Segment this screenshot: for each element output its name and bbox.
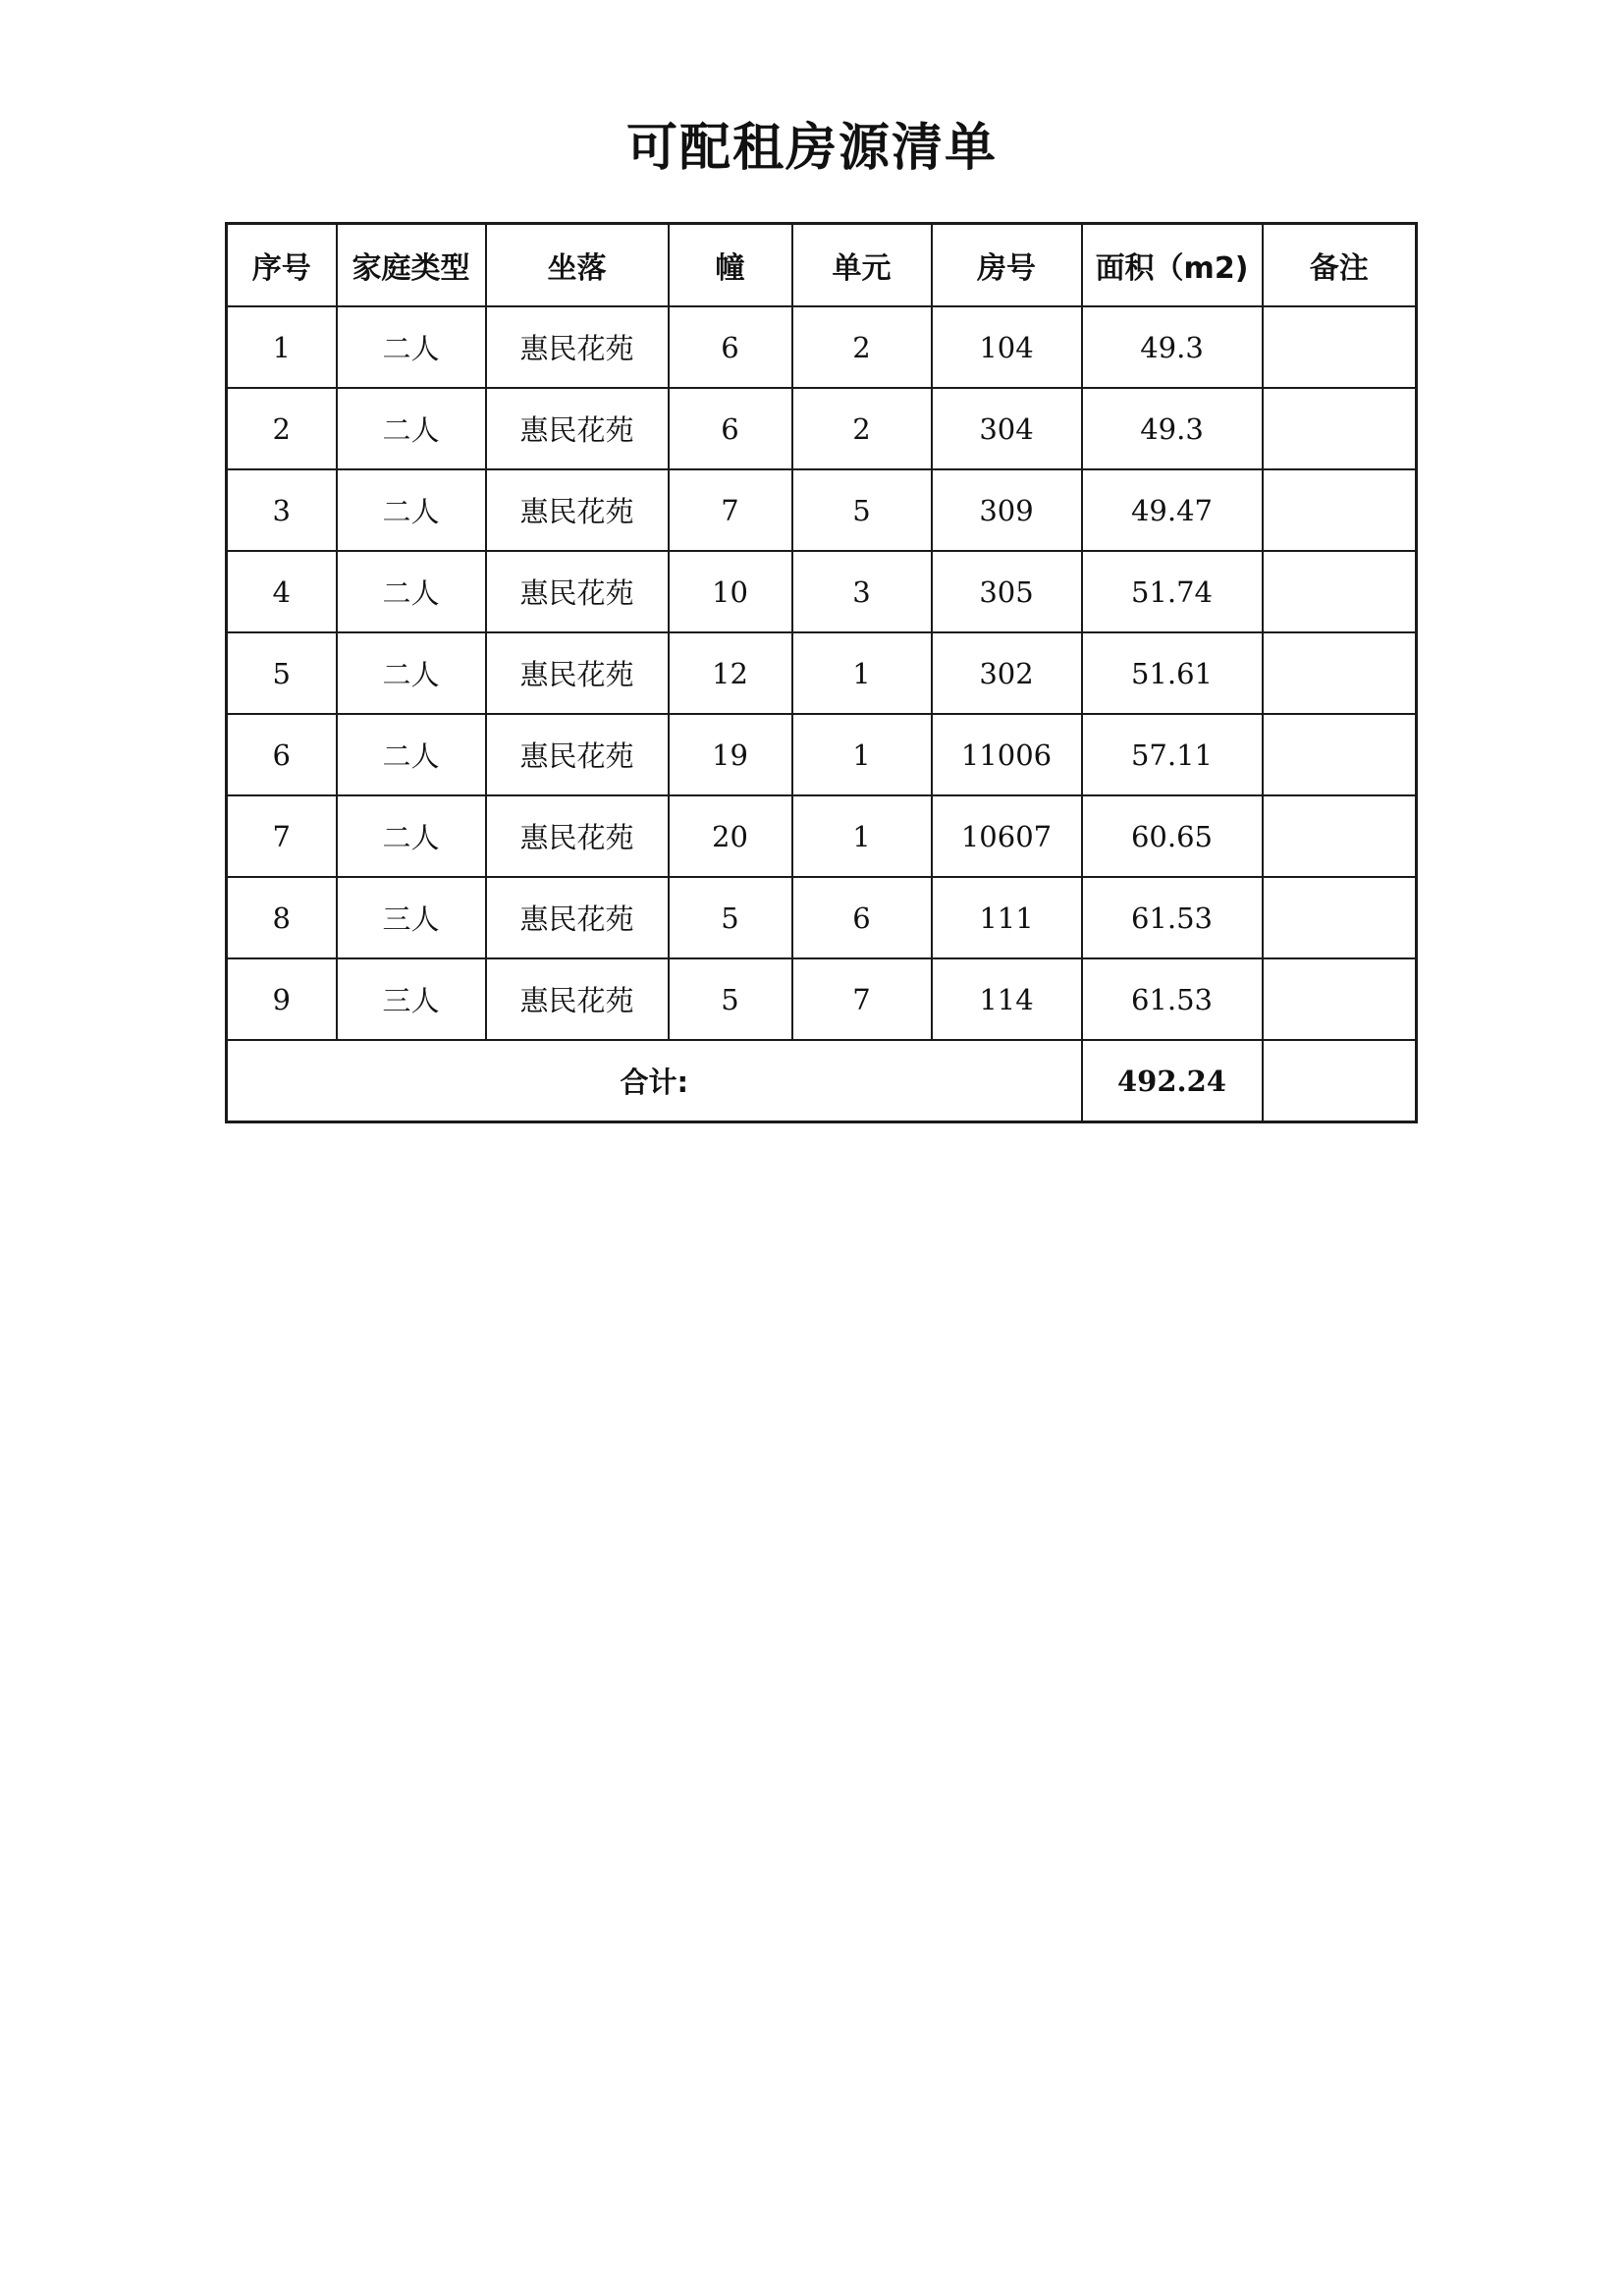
cell-location: 惠民花苑	[486, 306, 669, 388]
cell-household-type: 二人	[337, 306, 486, 388]
cell-remarks	[1263, 388, 1417, 469]
cell-area: 61.53	[1082, 958, 1263, 1040]
cell-area: 51.74	[1082, 551, 1263, 632]
header-index: 序号	[227, 224, 337, 307]
cell-remarks	[1263, 306, 1417, 388]
cell-remarks	[1263, 632, 1417, 714]
table-row	[227, 388, 1417, 469]
total-remarks	[1263, 1040, 1417, 1122]
cell-building: 20	[669, 795, 792, 877]
cell-unit: 1	[792, 714, 932, 795]
header-location: 坐落	[486, 224, 669, 307]
cell-index: 6	[227, 714, 337, 795]
cell-remarks	[1263, 469, 1417, 551]
cell-building: 6	[669, 306, 792, 388]
cell-index: 8	[227, 877, 337, 958]
cell-household-type: 三人	[337, 877, 486, 958]
cell-location: 惠民花苑	[486, 714, 669, 795]
header-area: 面积（m2)	[1082, 224, 1263, 307]
cell-unit: 5	[792, 469, 932, 551]
header-unit: 单元	[792, 224, 932, 307]
cell-location: 惠民花苑	[486, 469, 669, 551]
cell-household-type: 二人	[337, 795, 486, 877]
cell-unit: 6	[792, 877, 932, 958]
cell-location: 惠民花苑	[486, 795, 669, 877]
cell-remarks	[1263, 958, 1417, 1040]
cell-household-type: 二人	[337, 551, 486, 632]
cell-remarks	[1263, 714, 1417, 795]
cell-household-type: 三人	[337, 958, 486, 1040]
cell-location: 惠民花苑	[486, 388, 669, 469]
cell-unit: 2	[792, 306, 932, 388]
page-title: 可配租房源清单	[625, 119, 998, 178]
cell-unit: 2	[792, 388, 932, 469]
cell-area: 51.61	[1082, 632, 1263, 714]
cell-area: 49.3	[1082, 306, 1263, 388]
cell-household-type: 二人	[337, 714, 486, 795]
cell-area: 57.11	[1082, 714, 1263, 795]
table-row	[227, 632, 1417, 714]
cell-room-number: 305	[932, 551, 1082, 632]
cell-unit: 3	[792, 551, 932, 632]
cell-household-type: 二人	[337, 388, 486, 469]
cell-room-number: 309	[932, 469, 1082, 551]
table-row	[227, 469, 1417, 551]
header-household-type: 家庭类型	[337, 224, 486, 307]
cell-building: 7	[669, 469, 792, 551]
cell-index: 2	[227, 388, 337, 469]
cell-unit: 7	[792, 958, 932, 1040]
cell-area: 49.47	[1082, 469, 1263, 551]
cell-room-number: 302	[932, 632, 1082, 714]
housing-list-table	[225, 222, 1418, 1123]
cell-household-type: 二人	[337, 469, 486, 551]
cell-location: 惠民花苑	[486, 632, 669, 714]
cell-remarks	[1263, 551, 1417, 632]
header-room-number: 房号	[932, 224, 1082, 307]
cell-building: 6	[669, 388, 792, 469]
cell-building: 10	[669, 551, 792, 632]
cell-building: 5	[669, 958, 792, 1040]
cell-index: 5	[227, 632, 337, 714]
table-header-row	[227, 224, 1417, 307]
table-row	[227, 958, 1417, 1040]
table-row	[227, 551, 1417, 632]
total-label: 合计:	[227, 1040, 1082, 1122]
cell-remarks	[1263, 795, 1417, 877]
cell-room-number: 10607	[932, 795, 1082, 877]
cell-household-type: 二人	[337, 632, 486, 714]
cell-unit: 1	[792, 632, 932, 714]
table-row	[227, 877, 1417, 958]
cell-index: 7	[227, 795, 337, 877]
table-row	[227, 795, 1417, 877]
cell-area: 60.65	[1082, 795, 1263, 877]
table-row	[227, 714, 1417, 795]
cell-room-number: 11006	[932, 714, 1082, 795]
cell-room-number: 111	[932, 877, 1082, 958]
cell-room-number: 304	[932, 388, 1082, 469]
cell-building: 12	[669, 632, 792, 714]
cell-room-number: 104	[932, 306, 1082, 388]
cell-index: 3	[227, 469, 337, 551]
cell-building: 5	[669, 877, 792, 958]
cell-area: 49.3	[1082, 388, 1263, 469]
cell-unit: 1	[792, 795, 932, 877]
header-remarks: 备注	[1263, 224, 1417, 307]
cell-area: 61.53	[1082, 877, 1263, 958]
cell-remarks	[1263, 877, 1417, 958]
table-row	[227, 306, 1417, 388]
cell-index: 4	[227, 551, 337, 632]
cell-index: 1	[227, 306, 337, 388]
table-total-row	[227, 1040, 1417, 1122]
cell-index: 9	[227, 958, 337, 1040]
cell-building: 19	[669, 714, 792, 795]
cell-room-number: 114	[932, 958, 1082, 1040]
header-building: 幢	[669, 224, 792, 307]
cell-location: 惠民花苑	[486, 877, 669, 958]
cell-location: 惠民花苑	[486, 551, 669, 632]
cell-location: 惠民花苑	[486, 958, 669, 1040]
total-area-value: 492.24	[1082, 1040, 1263, 1122]
